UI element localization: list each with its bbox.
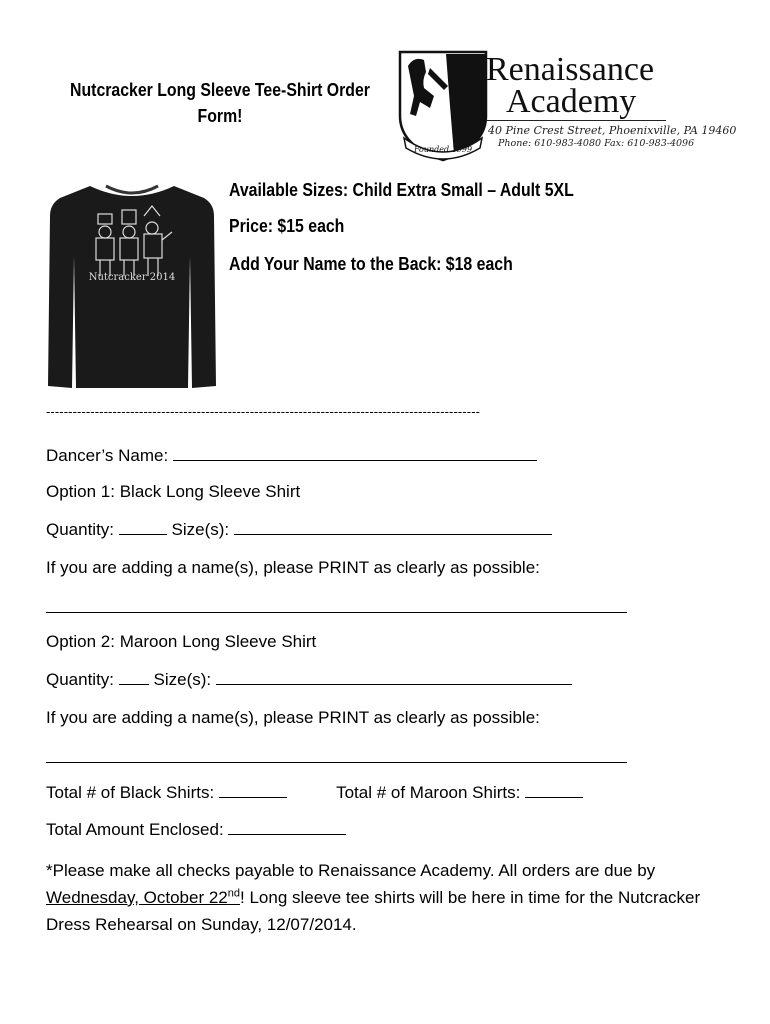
total-maroon-label: Total # of Maroon Shirts:	[336, 783, 521, 802]
dancer-name-label: Dancer’s Name:	[46, 446, 169, 465]
available-sizes: Available Sizes: Child Extra Small – Adult 5XL	[229, 180, 574, 200]
total-black-field[interactable]	[219, 783, 287, 798]
option1-label: Option 1: Black Long Sleeve Shirt	[46, 482, 301, 501]
option2-quantity-field[interactable]	[119, 670, 149, 685]
shirt-print-text: Nutcracker 2014	[88, 272, 176, 283]
separator-line: --------------------------------------------------------------------------------------------------	[46, 404, 481, 419]
option1-quantity-field[interactable]	[119, 520, 167, 535]
dancer-name-row	[46, 446, 537, 466]
option2-print-instruction: If you are adding a name(s), please PRINT as clearly as possible:	[46, 708, 540, 727]
founded-text: Founded 1999	[413, 145, 473, 154]
option1-print-instruction: If you are adding a name(s), please PRINT as clearly as possible:	[46, 558, 540, 577]
sizes-label: Size(s):	[171, 520, 230, 539]
option2-quantity-row	[46, 670, 572, 690]
price: Price: $15 each	[229, 216, 345, 236]
payment-note	[46, 857, 736, 938]
note-text-1: *Please make all checks payable to Renaissance Academy. All orders are due by	[46, 861, 656, 880]
logo-name-line1: Renaissance	[486, 51, 655, 88]
logo-phone: Phone: 610-983-4080 Fax: 610-983-4096	[498, 138, 695, 149]
logo-divider	[486, 120, 666, 121]
option2-label: Option 2: Maroon Long Sleeve Shirt	[46, 632, 317, 651]
academy-logo	[394, 46, 737, 166]
total-amount-field[interactable]	[228, 820, 346, 835]
total-amount-row	[46, 820, 346, 840]
name-price: Add Your Name to the Back: $18 each	[229, 254, 513, 274]
option2-name-field[interactable]	[46, 748, 627, 763]
option1-quantity-row	[46, 520, 552, 540]
total-amount-label: Total Amount Enclosed:	[46, 820, 224, 839]
quantity-label: Quantity:	[46, 520, 115, 539]
dancer-name-field[interactable]	[173, 446, 537, 461]
total-black-label: Total # of Black Shirts:	[46, 783, 215, 802]
logo-name-line2: Academy	[506, 83, 637, 120]
option2-name-field-row	[46, 748, 627, 768]
note-text-2: ! Long sleeve tee shirts will be here in time for the Nutcracker Dress Rehearsal on Sunday, 12/07/2014.	[46, 888, 701, 934]
sizes-label: Size(s):	[153, 670, 212, 689]
option1-sizes-field[interactable]	[234, 520, 552, 535]
totals-row	[46, 783, 583, 803]
due-date: Wednesday, October 22nd	[46, 887, 241, 907]
option1-name-field[interactable]	[46, 598, 627, 613]
quantity-label: Quantity:	[46, 670, 115, 689]
tshirt-image	[44, 176, 220, 396]
logo-address: 40 Pine Crest Street, Phoenixville, PA 19460	[488, 124, 737, 137]
total-maroon-field[interactable]	[525, 783, 583, 798]
page-title: Nutcracker Long Sleeve Tee-Shirt Order Form!	[70, 80, 370, 126]
option2-sizes-field[interactable]	[216, 670, 572, 685]
option1-name-field-row	[46, 598, 627, 618]
knight-crest-icon	[394, 46, 490, 166]
